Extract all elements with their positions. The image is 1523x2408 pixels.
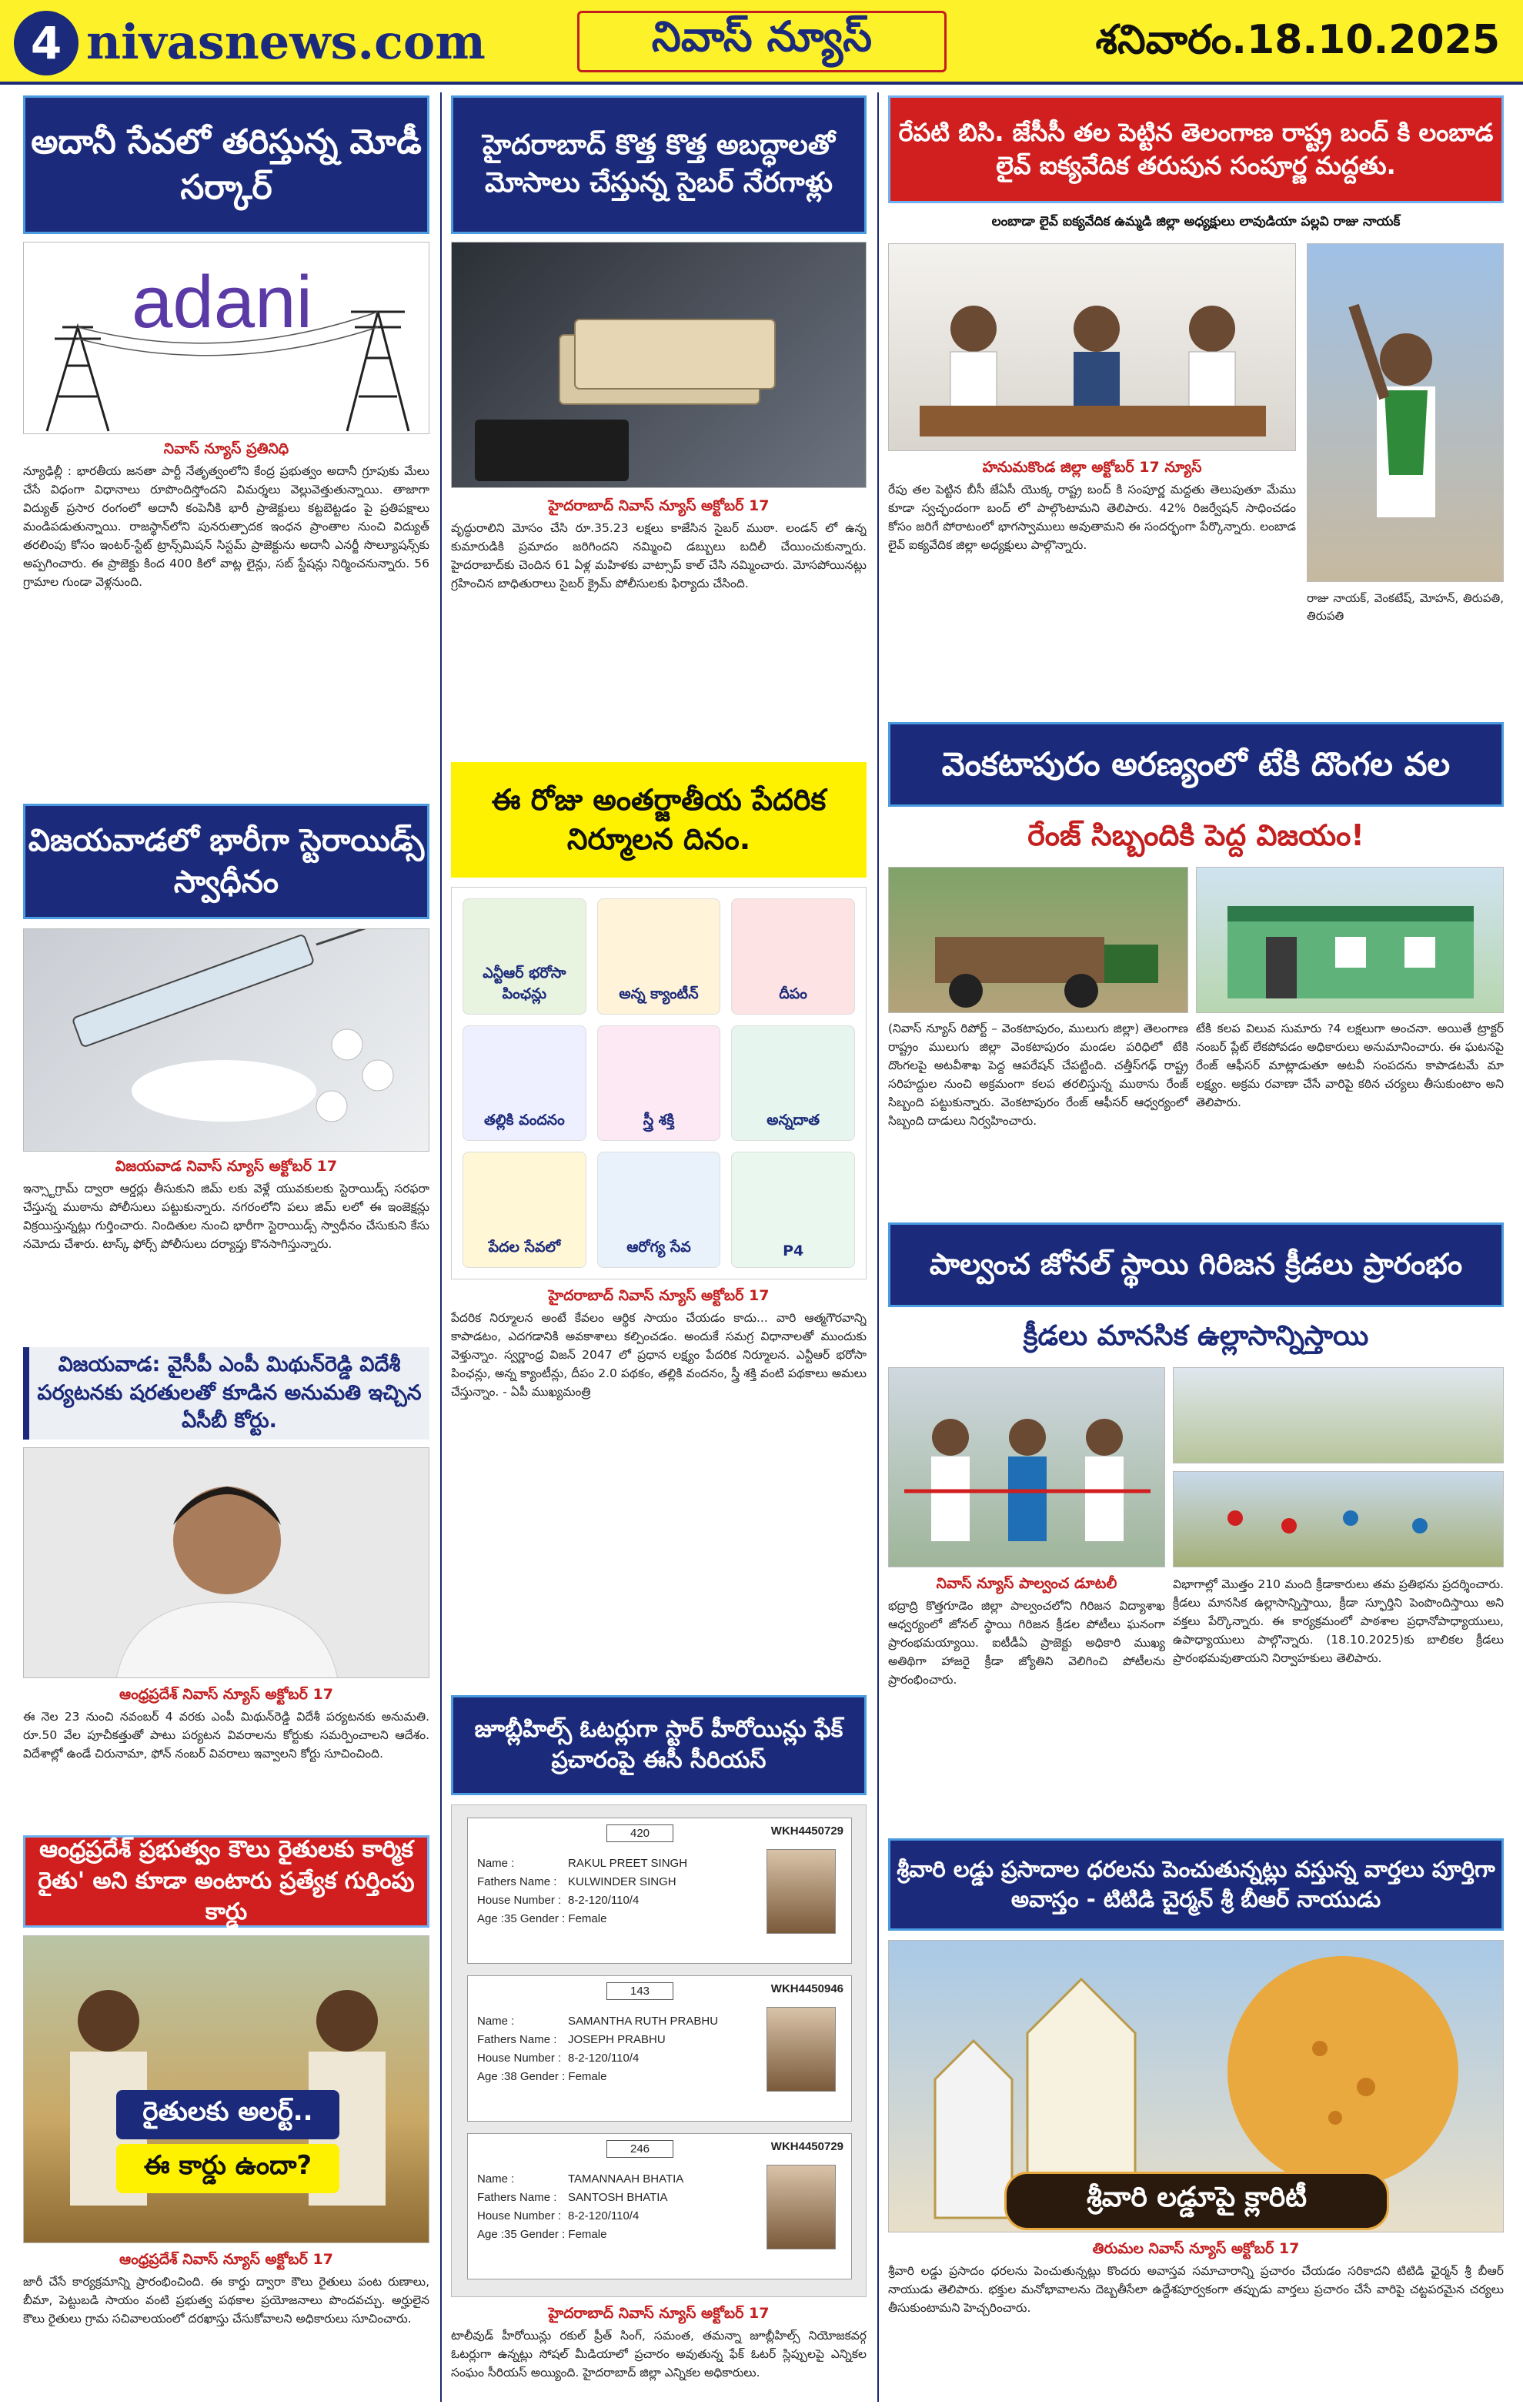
sports-body-right: విభాగాల్లో మొత్తం 210 మంది క్రీడాకారులు తమ ప్రతిభను ప్రదర్శించారు. క్రీడలు మానసిక ఉల్లాసాన్నిస్తాయి, క్రీడా స్ఫూర్తిని పెంపొందిస్తాయి అని వక్తలు పేర్కొన్నారు. ఈ కార్యక్రమంలో పాఠశాల ప్రధానోపాధ్యాయులు, ఉపాధ్యాయులు పాల్గొన్నారు. (18.10.2025)కు బాలికల క్రీడలు ప్రారంభమవుతాయని నిర్వాహకులు తెలిపారు. [1173, 1577, 1504, 1666]
syringe-icon [24, 929, 429, 1152]
scheme-tile: దీపం [731, 898, 855, 1015]
voter-name: SAMANTHA RUTH PRABHU [568, 2015, 719, 2028]
power-tower-icon [24, 242, 429, 434]
poverty-headline: ఈ రోజు అంతర్జాతీయ పేదరిక నిర్మూలన దినం. [451, 762, 867, 878]
bandh-meeting-photo [888, 243, 1296, 451]
jubilee-headline: జూబ్లీహిల్స్ ఓటర్లుగా స్టార్ హీరోయిన్లు ఫేక్ ప్రచారంపై ఈసీ సీరియస్ [451, 1695, 867, 1795]
bandh-body: రేపు తల పెట్టిన బీసీ జేఏసీ యొక్క రాష్ట్ర బంద్ కి సంపూర్ణ మద్దతు తెలుపుతూ మేము కూడా స్వచ్ఛందంగా బంద్ లో పాల్గొంటామని తెలిపారు. 42% రిజర్వేషన్ సాధించడం కోసం జరిగే పోరాటంలో భాగస్వాములు అవుతామని ఈ సందర్భంగా పేర్కొన్నారు. లంబాడ లైవ్ ఐక్యవేదిక జిల్లా అధ్యక్షులు పాల్గొన్నారు. [888, 483, 1296, 553]
scheme-tile: ఎన్టీఆర్ భరోసా పింఛన్లు [463, 898, 586, 1015]
voter-father: JOSEPH PRABHU [568, 2033, 666, 2046]
voter-photo [767, 2165, 836, 2249]
voter-epic: WKH4450946 [770, 1982, 843, 1995]
laddu-body: శ్రీవారి లడ్డు ప్రసాదం ధరలను పెంచుతున్నట్లు కొందరు అవాస్తవ సమాచారాన్ని ప్రచారం చేయడం సరికాదని టిటిడి ఛైర్మన్ శ్రీ బీఆర్ నాయుడు తెలిపారు. భక్తుల మనోభావాలను దెబ్బతీసేలా ఉద్దేశపూర్వకంగా తప్పుడు వార్తలు ప్రచారం చేసే వారిపై చట్టపరమైన చర్యలు తీసుకుంటామని హెచ్చరించారు. [888, 2264, 1504, 2316]
steroids-headline: విజయవాడలో భారీగా స్టెరాయిడ్స్ స్వాధీనం [23, 804, 429, 919]
jubilee-caption: హైదరాబాద్ నివాస్ న్యూస్ అక్టోబర్ 17 [548, 2305, 770, 2322]
label-house: House Number : [477, 1894, 562, 1907]
voter-age: Age :35 Gender : Female [477, 2228, 607, 2241]
scheme-tile: అన్న క్యాంటీన్ [597, 898, 721, 1015]
laddu-overlay-text: శ్రీవారి లడ్డూపై క్లారిటీ [1004, 2172, 1389, 2230]
laddu-image [888, 1940, 1504, 2232]
column-divider [877, 92, 879, 2402]
jubilee-body: టాలీవుడ్ హీరోయిన్లు రకుల్ ప్రీత్ సింగ్, సమంత, తమన్నా జూబ్లీహిల్స్ నియోజకవర్గ ఓటర్లుగా ఉన్నట్లు సోషల్ మీడియాలో ప్రచారం అవుతున్న ఫేక్ ఓటర్ స్లిప్పులపై ఎన్నికల సంఘం సీరియస్ అయ్యింది. హైదరాబాద్ జిల్లా ఎన్నికల అధికారులు. [451, 2329, 867, 2380]
voter-father: KULWINDER SINGH [568, 1875, 676, 1888]
issue-date: శనివారం.18.10.2025 [1095, 17, 1500, 63]
voter-father: SANTOSH BHATIA [568, 2191, 668, 2204]
voter-photo [767, 2007, 836, 2092]
bandh-subline: లంబాడా లైవ్ ఐక్యవేదిక ఉమ్మడి జిల్లా అధ్యక్షులు లావుడియా పల్లవి రాజు నాయక్ [991, 214, 1401, 229]
steroids-image [23, 928, 429, 1152]
cyber-headline: హైదరాబాద్ కొత్త కొత్త అబద్ధాలతో మోసాలు చేస్తున్న సైబర్ నేరగాళ్లు [451, 95, 867, 234]
sports-headline: పాల్వంచ జోనల్ స్థాయి గిరిజన క్రీడలు ప్రారంభం [888, 1222, 1504, 1307]
adani-logo-text: adani [132, 261, 312, 343]
label-house: House Number : [477, 2052, 562, 2065]
page-number: 4 [14, 11, 78, 75]
poverty-caption: హైదరాబాద్ నివాస్ న్యూస్ అక్టోబర్ 17 [548, 1287, 770, 1304]
venkatapuram-body-right: టేకి కలప విలువ సుమారు ?4 లక్షలుగా అంచనా. అయితే ట్రాక్టర్ నంబర్ ప్లేట్ లేకపోవడం అధికారులు అనుమానించారు. ఈ ఘటనపై రేంజ్ ఆఫీసర్ మాట్లాడుతూ అటవీ సంపదను కాపాడటమే మా లక్ష్యం. అక్రమ రవాణా చేసే వారిపై కఠిన చర్యలు తీసుకుంటాం అని తెలిపారు. [1196, 1022, 1504, 1110]
sports-dais-photo [1173, 1367, 1504, 1463]
adani-headline: అదానీ సేవలో తరిస్తున్న మోడీ సర్కార్ [23, 95, 429, 234]
mithun-body: ఈ నెల 23 నుంచి నవంబర్ 4 వరకు ఎంపీ మిథున్‌రెడ్డి విదేశీ పర్యటనకు అనుమతి. రూ.50 వేల పూచీకత్తుతో పాటు పర్యటన వివరాలను కోర్టుకు సమర్పించాలని ఆదేశం. విదేశాల్లో ఉండే చిరునామా, ఫోన్ నంబర్ వివరాలు ఇవ్వాలని కోర్టు సూచించింది. [23, 1710, 429, 1761]
scheme-tile: స్త్రీ శక్తి [597, 1025, 721, 1142]
cyber-caption: హైదరాబాద్ నివాస్ న్యూస్ అక్టోబర్ 17 [548, 497, 770, 514]
voter-slip-card [467, 1975, 852, 2122]
bandh-caption: హనుమకొండ జిల్లా అక్టోబర్ 17 న్యూస్ [982, 459, 1202, 476]
bandh-side-caption: రాజు నాయక్, వెంకటేష్, మోహన్, తిరుపతి, తిరుపతి [1307, 591, 1504, 624]
voter-house: 8-2-120/110/4 [568, 2209, 640, 2222]
sports-field-photo [1173, 1471, 1504, 1567]
meeting-people-icon [889, 244, 1296, 451]
voter-epic: WKH4450729 [770, 1824, 843, 1838]
person-portrait-icon [24, 1448, 429, 1678]
voter-photo [767, 1849, 836, 1934]
kabaddi-players-icon [1174, 1472, 1504, 1567]
steroids-body: ఇన్స్టాగ్రామ్ ద్వారా ఆర్డర్లు తీసుకుని జిమ్ లకు వెళ్లే యువకులకు స్టెరాయిడ్స్ సరఫరా చేస్తున్న ముఠాను పోలీసులు పట్టుకున్నారు. నగరంలోని పలు జిమ్ లలో ఈ ఇంజెక్షన్లు విక్రయిస్తున్నట్లు గుర్తించారు. నిందితుల నుంచి భారీగా స్టెరాయిడ్స్ స్వాధీనం చేసుకుని కేసు నమోదు చేశారు. టాస్క్ ఫోర్స్ పోలీసులు దర్యాప్తు కొనసాగిస్తున్నారు. [23, 1182, 429, 1252]
voter-epic: WKH4450729 [770, 2140, 843, 2153]
cash-bundle-icon [452, 242, 867, 488]
voter-slips-image [451, 1804, 867, 2297]
bandh-headline: రేపటి బిసి. జేసీసీ తల పెట్టిన తెలంగాణ రాష్ట్ర బంద్ కి లంబాడ లైవ్ ఐక్యవేదిక తరుపున సంపూర్ణ మద్దతు. [888, 95, 1504, 203]
sports-subhead: క్రీడలు మానసిక ఉల్లాసాన్నిస్తాయి [1023, 1319, 1369, 1352]
label-father: Fathers Name : [477, 2191, 557, 2204]
mithun-photo [23, 1447, 429, 1678]
farmers-caption: ఆంధ్రప్రదేశ్ నివాస్ న్యూస్ అక్టోబర్ 17 [119, 2251, 333, 2268]
voter-name: TAMANNAAH BHATIA [568, 2172, 684, 2186]
sports-body-left: భద్రాద్రి కొత్తగూడెం జిల్లా పాల్వంచలోని గిరిజన విద్యాశాఖ ఆధ్వర్యంలో జోనల్ స్థాయి గిరిజన క్రీడల పోటీలు ఘనంగా ప్రారంభమయ్యాయి. ఐటీడీఏ ప్రాజెక్టు అధికారి ముఖ్య అతిథిగా హాజరై క్రీడా జ్యోతిని వెలిగించి పోటీలను ప్రారంభించారు. [888, 1599, 1165, 1687]
label-name: Name : [477, 2015, 515, 2028]
voter-age: Age :38 Gender : Female [477, 2070, 607, 2083]
mithun-caption: ఆంధ్రప్రదేశ్ నివాస్ న్యూస్ అక్టోబర్ 17 [119, 1686, 333, 1703]
label-father: Fathers Name : [477, 2033, 557, 2046]
label-name: Name : [477, 2172, 515, 2186]
scheme-tile: అన్నదాత [731, 1025, 855, 1142]
site-name[interactable]: nivasnews.com [86, 14, 486, 70]
column-divider [440, 92, 442, 2402]
laddu-headline: శ్రీవారి లడ్డు ప్రసాదాల ధరలను పెంచుతున్నట్లు వస్తున్న వార్తలు పూర్తిగా అవాస్తం - టిటిడి చైర్మన్ శ్రీ బీఆర్ నాయుడు [888, 1838, 1504, 1931]
voter-serial: 246 [606, 2140, 673, 2158]
voter-slip-card [467, 1818, 852, 1964]
steroids-caption: విజయవాడ నివాస్ న్యూస్ అక్టోబర్ 17 [115, 1158, 338, 1175]
voter-house: 8-2-120/110/4 [568, 2052, 640, 2065]
paper-name: నివాస్ న్యూస్ [577, 11, 947, 72]
masthead [0, 0, 1523, 85]
sports-caption: నివాస్ న్యూస్ పాల్వంచ డూటలీ [936, 1575, 1117, 1592]
farmers-overlay-line2: ఈ కార్డు ఉందా? [116, 2144, 339, 2193]
adani-body: న్యూఢిల్లీ : భారతీయ జనతా పార్టీ నేతృత్వంలోని కేంద్ర ప్రభుత్వం అదానీ గ్రూపుకు మేలు చేసే విధంగా విధానాలు రూపొందిస్తోందని విమర్శలు వెల్లువెత్తుతున్నాయి. తాజాగా విద్యుత్ ప్రసార రంగంలో అదానీ కంపెనీకి భారీ ప్రాజెక్టులు కట్టబెట్టడం పై ప్రతిపక్షాలు మండిపడుతున్నాయి. రాజస్థాన్‌లోని పునరుత్పాదక ఇంధన ప్రాంతాల నుంచి విద్యుత్ తరలింపు కోసం ఇంటర్-స్టేట్ ట్రాన్స్‌మిషన్ సిస్టమ్ ప్రాజెక్టును అదానీ ఎనర్జీ సొల్యూషన్స్‌కు అప్పగించారు. ఈ ప్రాజెక్టు కింద 400 కిలో వాట్ల లైన్లు, సబ్ స్టేషన్లు నిర్మించనున్నారు. 56 గ్రామాల గుండా వెళ్లనుంది. [23, 464, 429, 590]
voter-name: RAKUL PREET SINGH [568, 1857, 688, 1870]
farmers-headline: ఆంధ్రప్రదేశ్ ప్రభుత్వం కౌలు రైతులకు కార్మిక రైతు' అని కూడా అంటారు ప్రత్యేక గుర్తింపు కార్డు [23, 1835, 429, 1928]
tractor-icon [889, 868, 1188, 1013]
adani-image [23, 242, 429, 434]
venkatapuram-body-left: (నివాస్ న్యూస్ రిపోర్ట్ – వెంకటాపురం, ములుగు జిల్లా) తెలంగాణ రాష్ట్రం ములుగు జిల్లా వెంకటాపురం మండల పరిధిలో టేకి దొంగలపై అటవీశాఖ పెద్ద ఆపరేషన్ చేపట్టింది. చత్తీస్‌గఢ్ రాష్ట్ర సరిహద్దుల నుంచి అక్రమంగా కలప తరలిస్తున్న ముఠాను రేంజ్ సిబ్బంది పట్టుకున్నారు. వెంకటాపురం రేంజ్ ఆఫీసర్ ఆధ్వర్యంలో సిబ్బంది దాడులు నిర్వహించారు. [888, 1022, 1188, 1129]
voter-slip-card [467, 2133, 852, 2279]
ribbon-cutting-icon [889, 1368, 1165, 1567]
voter-house: 8-2-120/110/4 [568, 1894, 640, 1907]
cyber-image [451, 242, 867, 488]
venkatapuram-subhead: రేంజ్ సిబ్బందికి పెద్ద విజయం! [1027, 818, 1364, 853]
venkatapuram-headline: వెంకటాపురం అరణ్యంలో టేకి దొంగల వల [888, 722, 1504, 807]
building-icon [1197, 868, 1504, 1013]
forest-office-photo [1196, 867, 1504, 1013]
farmers-image [23, 1935, 429, 2243]
voter-serial: 420 [606, 1824, 673, 1842]
adani-caption: నివాస్ న్యూస్ ప్రతినిధి [163, 440, 289, 457]
scheme-tile: ఆరోగ్య సేవ [597, 1152, 721, 1268]
bandh-leader-photo [1307, 243, 1504, 582]
mithun-headline: విజయవాడ: వైసీపీ ఎంపీ మిథున్‌రెడ్డి విదేశీ పర్యటనకు షరతులతో కూడిన అనుమతి ఇచ్చిన ఏసీబీ కోర్టు. [23, 1347, 429, 1440]
sports-inauguration-photo [888, 1367, 1165, 1567]
timber-seizure-photo [888, 867, 1188, 1013]
label-name: Name : [477, 1857, 515, 1870]
farmers-body: జారీ చేసే కార్యక్రమాన్ని ప్రారంభించింది. ఈ కార్డు ద్వారా కౌలు రైతులు పంట రుణాలు, బీమా, పెట్టుబడి సాయం వంటి ప్రభుత్వ పథకాల ప్రయోజనాలు పొందవచ్చు. అర్హులైన కౌలు రైతులు గ్రామ సచివాలయంలో దరఖాస్తు చేసుకోవాలని అధికారులు సూచించారు. [23, 2275, 429, 2326]
voter-serial: 143 [606, 1982, 673, 2000]
leader-portrait-icon [1308, 244, 1504, 582]
scheme-tile: పేదల సేవలో [463, 1152, 586, 1268]
farmers-overlay-line1: రైతులకు అలర్ట్.. [116, 2090, 339, 2139]
label-house: House Number : [477, 2209, 562, 2222]
scheme-tile: తల్లికి వందనం [463, 1025, 586, 1142]
cyber-body: వృద్ధురాలిని మోసం చేసి రూ.35.23 లక్షలు కాజేసిన సైబర్ ముఠా. లండన్ లో ఉన్న కుమారుడికి ప్రమాదం జరిగిందని నమ్మించి డబ్బులు బదిలీ చేయించుకున్నారు. హైదరాబాద్‌కు చెందిన 61 ఏళ్ల మహిళకు వాట్సాప్ కాల్ చేసి నమ్మించారు. మోసపోయినట్లు గ్రహించిన బాధితురాలు సైబర్ క్రైమ్ పోలీసులకు ఫిర్యాదు చేసింది. [451, 521, 867, 591]
scheme-tile: P4 [731, 1152, 855, 1268]
poverty-scheme-grid [451, 887, 867, 1279]
poverty-body: పేదరిక నిర్మూలన అంటే కేవలం ఆర్థిక సాయం చేయడం కాదు... వారి ఆత్మగౌరవాన్ని కాపాడటం, ఎదగడానికి అవకాశాలు కల్పించడం. అందుకే సమగ్ర విధానాలతో ముందుకు వెళ్తున్నాం. స్వర్ణాంధ్ర విజన్ 2047 లో ప్రధాన లక్ష్యం పేదరిక నిర్మూలన. ఎన్టీఆర్ భరోసా పింఛన్లు, అన్న క్యాంటీన్లు, దీపం 2.0 పథకం, తల్లికి వందనం, స్త్రీ శక్తి వంటి పథకాలు అమలు చేస్తున్నాం. - ఏపీ ముఖ్యమంత్రి [451, 1311, 867, 1400]
laddu-caption: తిరుమల నివాస్ న్యూస్ అక్టోబర్ 17 [1092, 2240, 1300, 2257]
voter-age: Age :35 Gender : Female [477, 1912, 607, 1925]
label-father: Fathers Name : [477, 1875, 557, 1888]
